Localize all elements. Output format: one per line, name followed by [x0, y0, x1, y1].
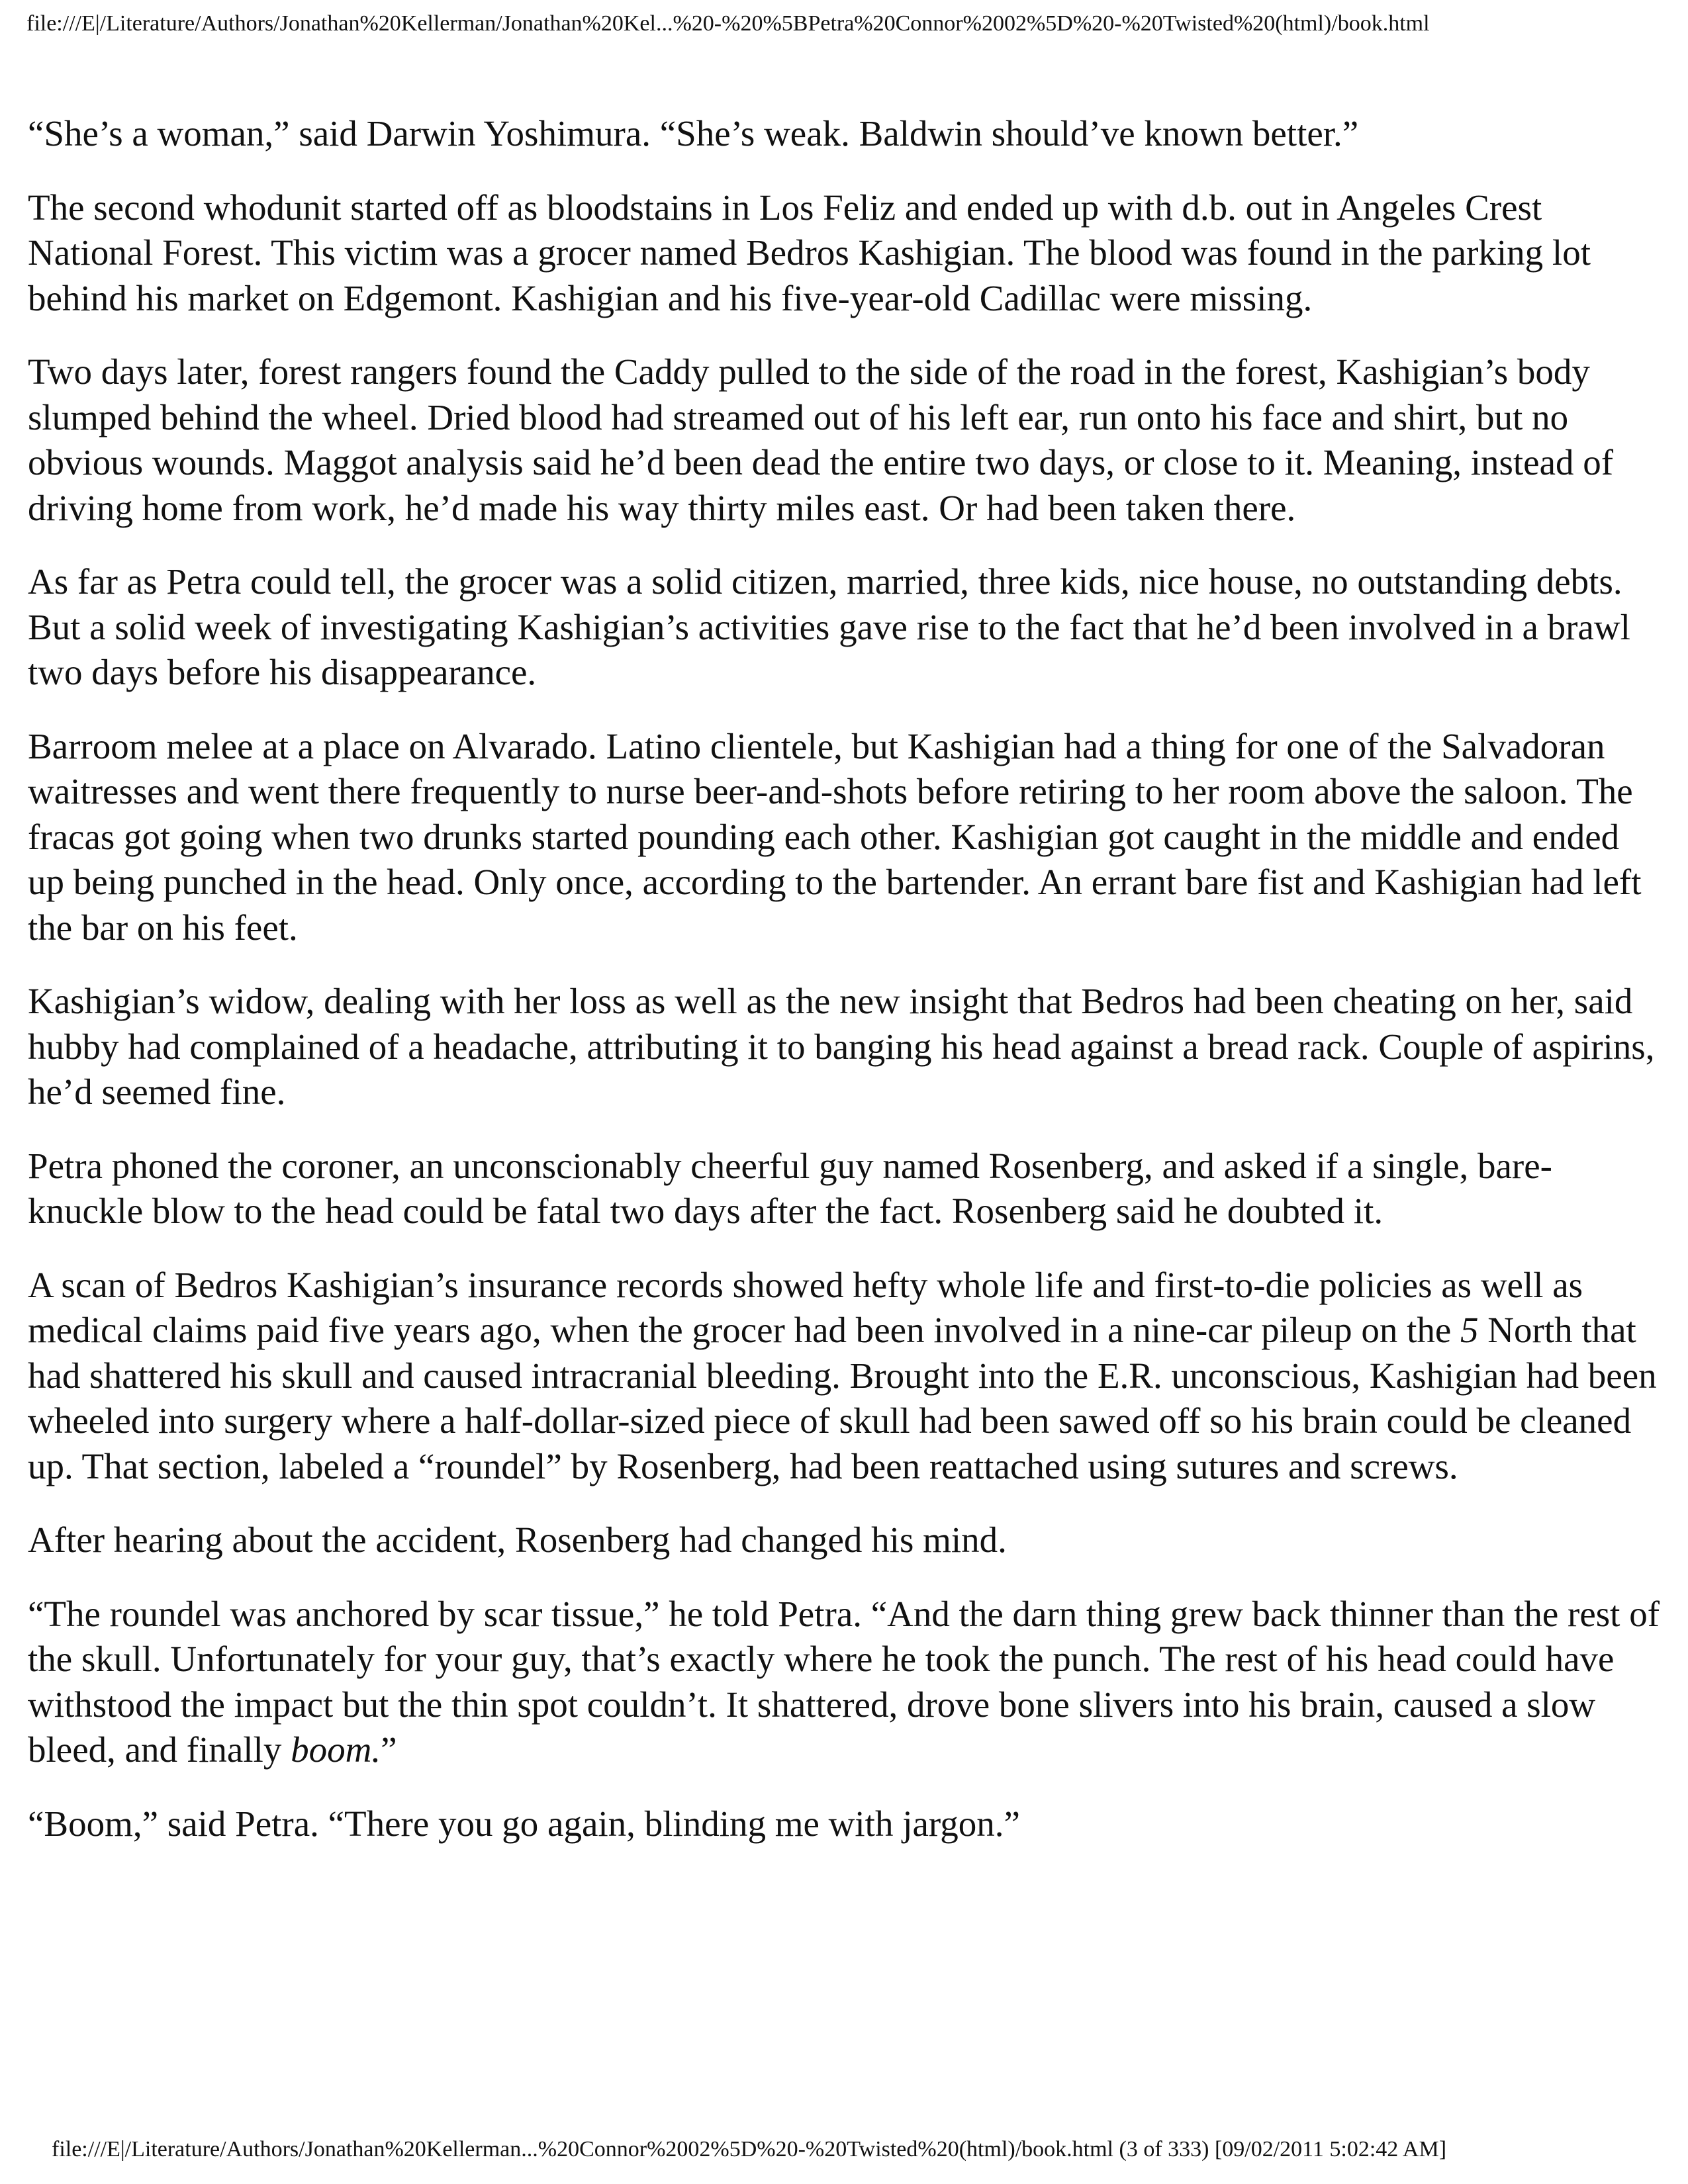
paragraph: Petra phoned the coroner, an unconscionably cheerful guy named Rosenberg, and asked if a single, bare-knuckle blow to the head could be fatal two days after the fact. Rosenberg said he doubted it.	[28, 1145, 1552, 1231]
paragraph: The second whodunit started off as bloodstains in Los Feliz and ended up with d.b. out in Angeles Crest National Forest. This victim was a grocer named Bedros Kashigian. The blood was found in the parking lot behind his market on Edgemont. Kashigian and his five-year-old Cadillac were missing.	[28, 187, 1591, 318]
paragraph: “Boom,” said Petra. “There you go again, blinding me with jargon.”	[28, 1803, 1020, 1844]
paragraph-text: ”	[381, 1729, 397, 1770]
book-page-body	[28, 111, 1660, 1875]
italic-text: 5	[1460, 1310, 1479, 1350]
paragraph: As far as Petra could tell, the grocer was a solid citizen, married, three kids, nice house, no outstanding debts. But a solid week of investigating Kashigian’s activities gave rise to the fact that he’d been involved in a brawl two days before his disappearance.	[28, 561, 1630, 692]
footer-file-path: file:///E|/Literature/Authors/Jonathan%20Kellerman...%20Connor%2002%5D%20-%20Twisted%20(html)/book.html (3 of 333) [09/02/2011 5:02:42 AM]	[52, 2137, 1447, 2161]
paragraph-text: A scan of Bedros Kashigian’s insurance records showed hefty whole life and first-to-die policies as well as medical claims paid five years ago, when the grocer had been involved in a nine-car pileup on the	[28, 1264, 1583, 1350]
paragraph-text: “The roundel was anchored by scar tissue,” he told Petra. “And the darn thing grew back thinner than the rest of the skull. Unfortunately for your guy, that’s exactly where he took the punch. The rest of his head could have withstood the impact but the thin spot couldn’t. It shattered, drove bone slivers into his brain, caused a slow bleed, and finally	[28, 1593, 1660, 1770]
paragraph	[28, 1592, 1660, 1773]
paragraph: After hearing about the accident, Rosenberg had changed his mind.	[28, 1520, 1007, 1560]
italic-text: boom.	[291, 1729, 381, 1770]
paragraph: Kashigian’s widow, dealing with her loss as well as the new insight that Bedros had been cheating on her, said hubby had complained of a headache, attributing it to banging his head against a bread rack. Couple of aspirins, he’d seemed fine.	[28, 981, 1655, 1112]
paragraph: Barroom melee at a place on Alvarado. Latino clientele, but Kashigian had a thing for one of the Salvadoran waitresses and went there frequently to nurse beer-and-shots before retiring to her room above the saloon. The fracas got going when two drunks started pounding each other. Kashigian got caught in the middle and ended up being punched in the head. Only once, according to the bartender. An errant bare fist and Kashigian had left the bar on his feet.	[28, 725, 1642, 948]
paragraph-text: North that had shattered his skull and caused intracranial bleeding. Brought into the E.R. unconscious, Kashigian had been wheeled into surgery where a half-dollar-sized piece of skull had been sawed off so his brain could be cleaned up. That section, labeled a “roundel” by Rosenberg, had been reattached using sutures and screws.	[28, 1310, 1657, 1486]
header-file-path: file:///E|/Literature/Authors/Jonathan%20Kellerman/Jonathan%20Kel...%20-%20%5BPetra%20Connor%2002%5D%20-%20Twisted%20(html)/book.html	[26, 11, 1430, 36]
paragraph: Two days later, forest rangers found the Caddy pulled to the side of the road in the forest, Kashigian’s body slumped behind the wheel. Dried blood had streamed out of his left ear, run onto his face and shirt, but no obvious wounds. Maggot analysis said he’d been dead the entire two days, or close to it. Meaning, instead of driving home from work, he’d made his way thirty miles east. Or had been taken there.	[28, 351, 1614, 528]
paragraph: “She’s a woman,” said Darwin Yoshimura. “She’s weak. Baldwin should’ve known better.”	[28, 113, 1359, 154]
paragraph	[28, 1263, 1660, 1490]
